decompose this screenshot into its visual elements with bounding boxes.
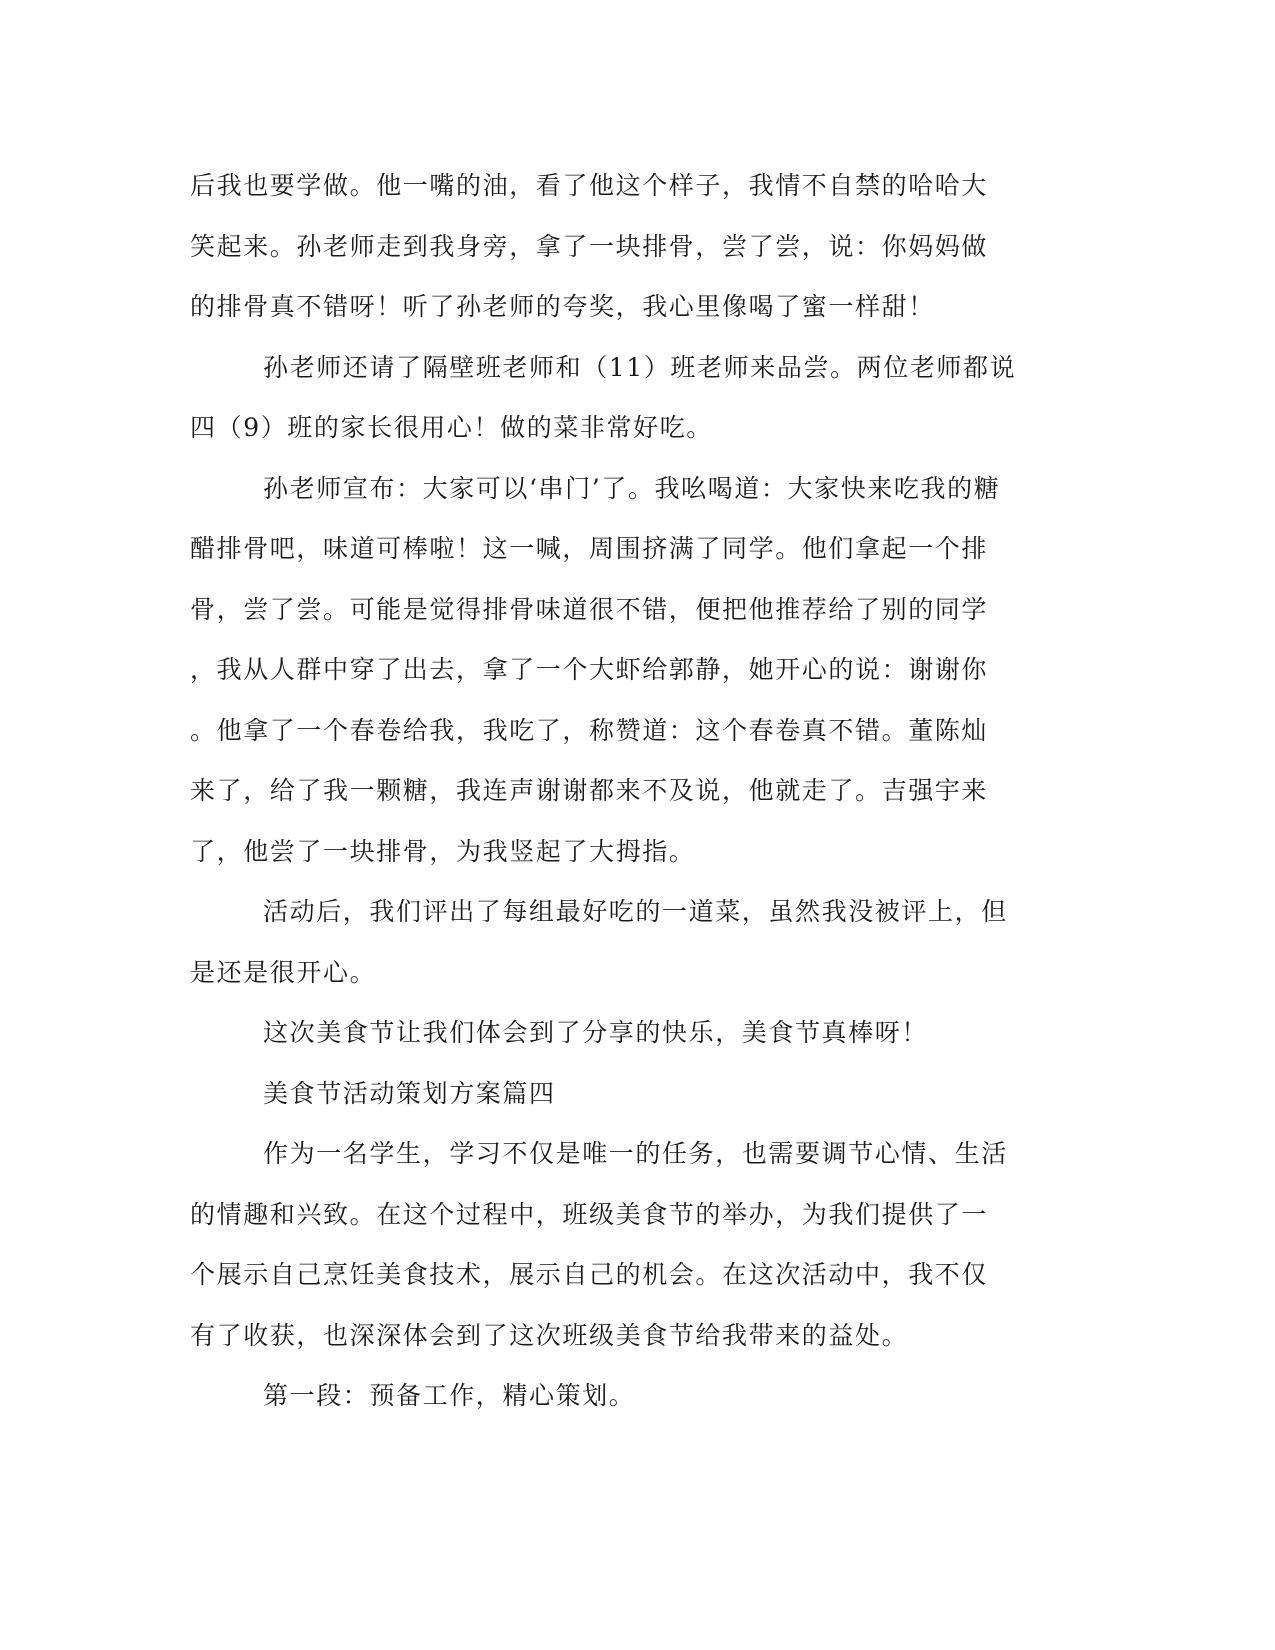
- text-line: 有了收获，也深深体会到了这次班级美食节给我带来的益处。: [190, 1320, 909, 1350]
- text-line: 了，他尝了一块排骨，为我竖起了大拇指。: [190, 836, 696, 866]
- document-body: [190, 156, 1070, 1427]
- text-line: 个展示自己烹饪美食技术，展示自己的机会。在这次活动中，我不仅: [190, 1260, 989, 1289]
- text-line: 骨，尝了尝。可能是觉得排骨味道很不错，便把他推荐给了别的同学: [190, 594, 989, 624]
- text-line: 孙老师还请了隔壁班老师和（11）班老师来品尝。两位老师都说: [263, 352, 1017, 382]
- text-line: 。他拿了一个春卷给我，我吃了，称赞道：这个春卷真不错。董陈灿: [190, 715, 989, 745]
- text-line: 孙老师宣布：大家可以‘串门’了。我吆喝道：大家快来吃我的糖: [263, 473, 1001, 503]
- text-line: 这次美食节让我们体会到了分享的快乐，美食节真棒呀！: [263, 1018, 929, 1047]
- text-line: ，我从人群中穿了出去，拿了一个大虾给郭静，她开心的说：谢谢你: [190, 655, 989, 684]
- text-line: 四（9）班的家长很用心！做的菜非常好吃。: [190, 413, 713, 442]
- text-line: 的排骨真不错呀！听了孙老师的夸奖，我心里像喝了蜜一样甜！: [190, 292, 935, 321]
- section-heading: 美食节活动策划方案篇四: [263, 1078, 556, 1108]
- text-line: 是还是很开心。: [190, 957, 377, 987]
- text-line: 活动后，我们评出了每组最好吃的一道菜，虽然我没被评上，但: [263, 897, 1008, 926]
- text-line: 后我也要学做。他一嘴的油，看了他这个样子，我情不自禁的哈哈大: [190, 171, 989, 200]
- text-line: 的情趣和兴致。在这个过程中，班级美食节的举办，为我们提供了一: [190, 1199, 989, 1229]
- text-line: 来了，给了我一颗糖，我连声谢谢都来不及说，他就走了。吉强宇来: [190, 776, 989, 805]
- text-line: 笑起来。孙老师走到我身旁，拿了一块排骨，尝了尝，说：你妈妈做: [190, 231, 989, 261]
- text-line: 第一段：预备工作，精心策划。: [263, 1381, 636, 1410]
- text-line: 作为一名学生，学习不仅是唯一的任务，也需要调节心情、生活: [263, 1139, 1008, 1168]
- text-line: 醋排骨吧，味道可棒啦！这一喊，周围挤满了同学。他们拿起一个排: [190, 534, 989, 563]
